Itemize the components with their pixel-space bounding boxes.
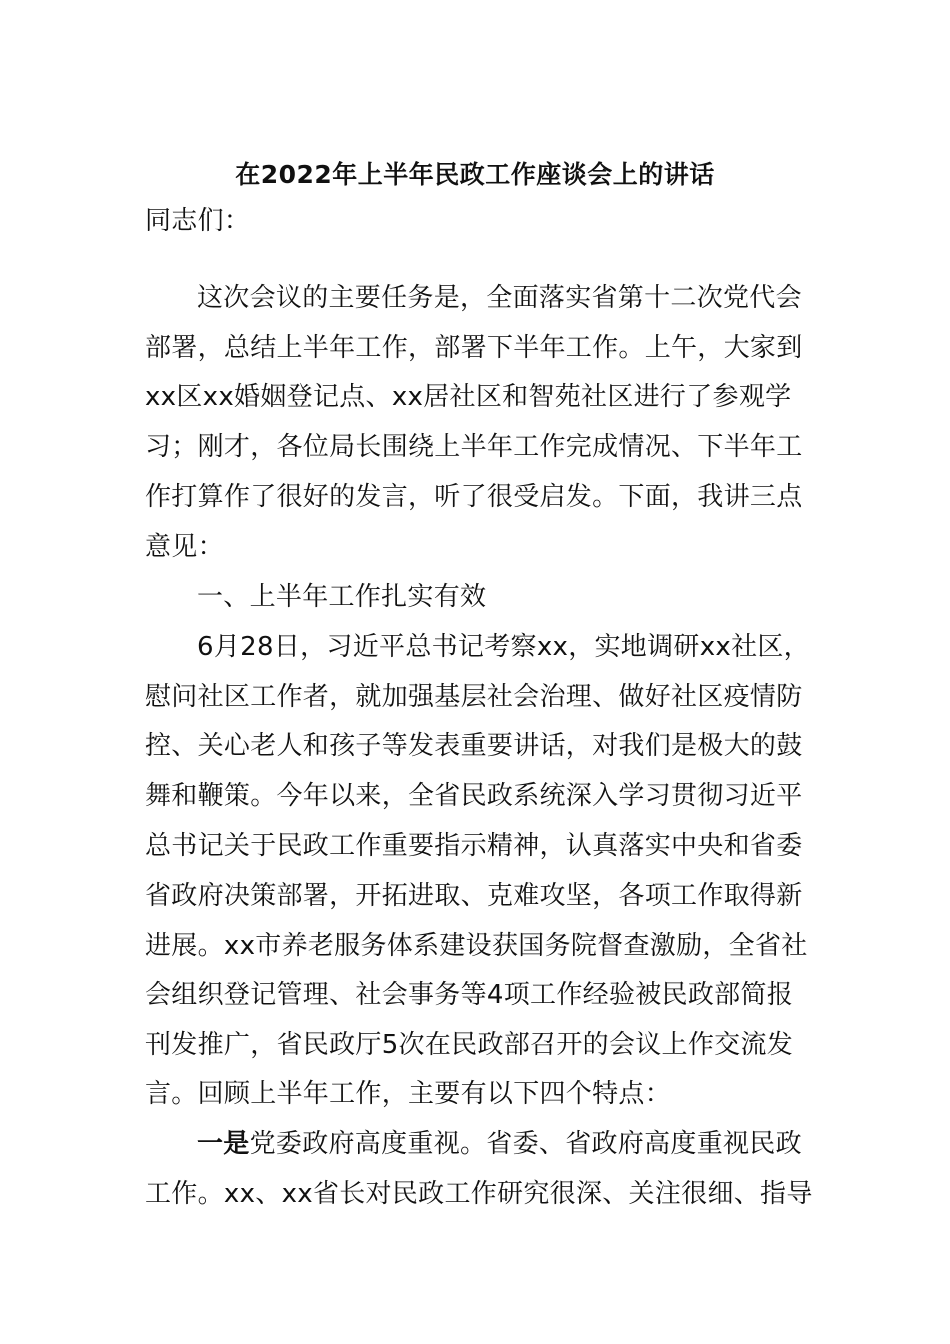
section-heading: 一、上半年工作扎实有效 (197, 582, 487, 612)
point-one-label: 一是 (197, 1129, 250, 1159)
paragraph-line: xx区xx婚姻登记点、xx居社区和智苑社区进行了参观学 (145, 382, 792, 412)
paragraph-line: 6月28日，习近平总书记考察xx，实地调研xx社区， (197, 632, 810, 662)
paragraph-line: 言。回顾上半年工作，主要有以下四个特点： (145, 1079, 672, 1109)
salutation: 同志们： (145, 206, 251, 236)
paragraph-line: 舞和鞭策。今年以来，全省民政系统深入学习贯彻习近平 (145, 781, 803, 811)
paragraph-line: 总书记关于民政工作重要指示精神，认真落实中央和省委 (145, 831, 803, 861)
paragraph-line: 控、关心老人和孩子等发表重要讲话，对我们是极大的鼓 (145, 731, 803, 761)
paragraph-line: 部署，总结上半年工作，部署下半年工作。上午，大家到 (145, 333, 803, 363)
paragraph-line: 作打算作了很好的发言，听了很受启发。下面，我讲三点 (145, 482, 803, 512)
paragraph-line: 意见： (145, 532, 224, 562)
document-title: 在2022年上半年民政工作座谈会上的讲话 (235, 160, 715, 189)
point-one-line (197, 1124, 802, 1164)
paragraph-line: 习；刚才，各位局长围绕上半年工作完成情况、下半年工 (145, 432, 803, 462)
point-one-text: 党委政府高度重视。省委、省政府高度重视民政 (249, 1129, 802, 1159)
paragraph-line: 刊发推广，省民政厅5次在民政部召开的会议上作交流发 (145, 1030, 794, 1060)
paragraph-line: 会组织登记管理、社会事务等4项工作经验被民政部简报 (145, 980, 794, 1010)
paragraph-line: 进展。xx市养老服务体系建设获国务院督查激励，全省社 (145, 931, 808, 961)
paragraph-line: 慰问社区工作者，就加强基层社会治理、做好社区疫情防 (145, 682, 803, 712)
paragraph-line: 这次会议的主要任务是，全面落实省第十二次党代会 (197, 283, 802, 313)
paragraph-line: 工作。xx、xx省长对民政工作研究很深、关注很细、指导 (145, 1179, 813, 1209)
paragraph-line: 省政府决策部署，开拓进取、克难攻坚，各项工作取得新 (145, 881, 803, 911)
